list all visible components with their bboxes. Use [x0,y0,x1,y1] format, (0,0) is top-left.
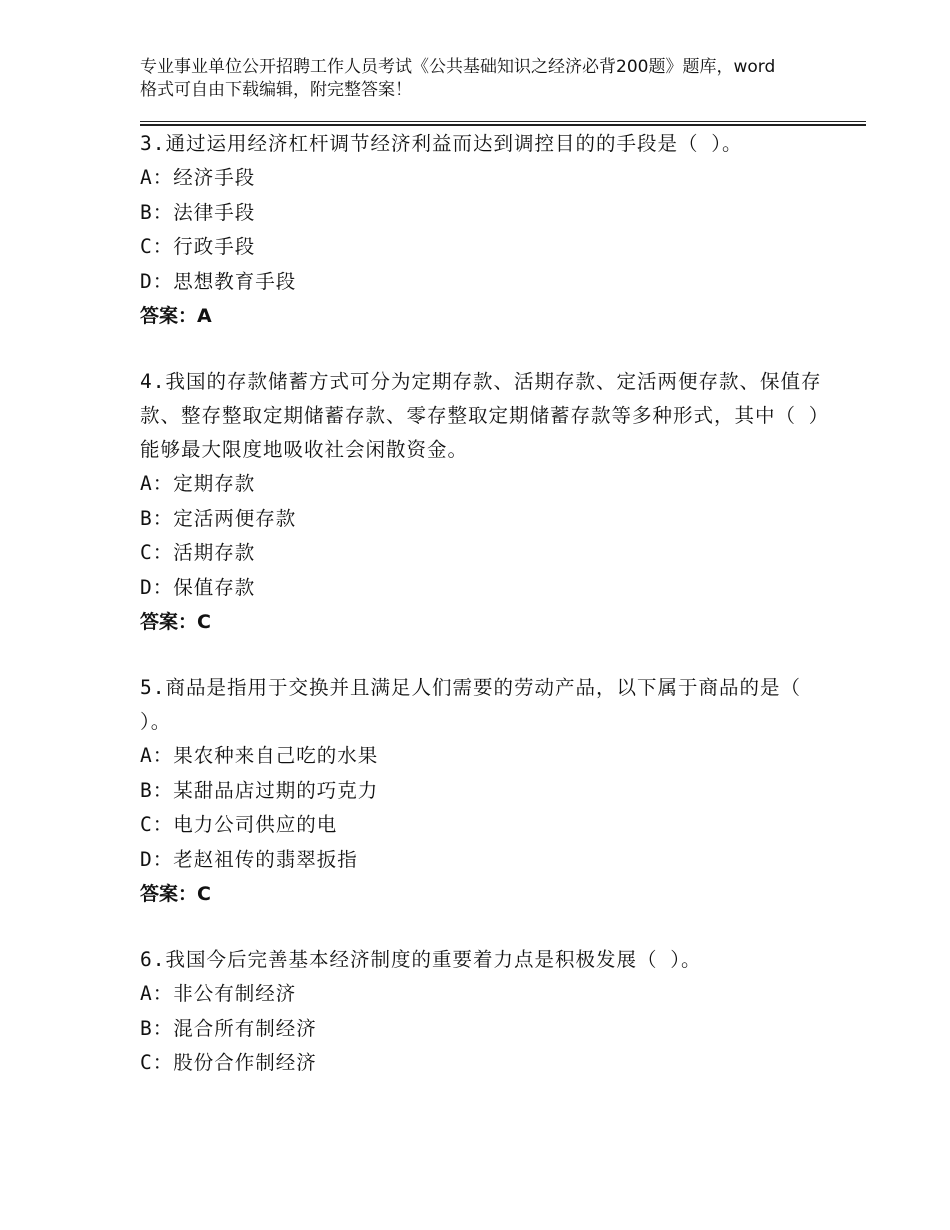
header-divider-thin [140,121,866,122]
option-a: A：非公有制经济 [140,982,297,1005]
option-b: B：定活两便存款 [140,506,297,530]
document-header: 专业事业单位公开招聘工作人员考试《公共基础知识之经济必背200题》题库，word格式可自由下载编辑，附完整答案！ [140,57,776,100]
header-divider-thick [140,124,866,126]
question-stem: 6.我国今后完善基本经济制度的重要着力点是积极发展（ ）。 [140,948,702,971]
option-d: D：保值存款 [140,575,256,599]
option-b: B：混合所有制经济 [140,1016,317,1040]
answer-line: 答案：C [140,883,211,905]
answer-line: 答案：A [140,305,212,327]
option-c: C：行政手段 [140,235,256,258]
option-a: A：果农种来自己吃的水果 [140,744,379,767]
question-stem: 3.通过运用经济杠杆调节经济利益而达到调控目的的手段是（ ）。 [140,132,743,155]
question-5 [140,671,840,911]
question-stem: 4.我国的存款储蓄方式可分为定期存款、活期存款、定活两便存款、保值存款、整存整取定期储蓄存款、零存整取定期储蓄存款等多种形式，其中（ ）能够最大限度地吸收社会闲散资金。 [140,370,830,461]
option-b: B：某甜品店过期的巧克力 [140,778,379,802]
question-list [140,127,840,1113]
option-c: C：活期存款 [140,541,256,564]
question-stem: 5.商品是指用于交换并且满足人们需要的劳动产品，以下属于商品的是（ ）。 [140,676,801,733]
option-c: C：电力公司供应的电 [140,813,338,836]
question-4 [140,365,840,639]
option-b: B：法律手段 [140,200,256,224]
question-3 [140,127,840,333]
answer-line: 答案：C [140,611,211,633]
option-a: A：定期存款 [140,472,256,495]
option-d: D：思想教育手段 [140,269,297,293]
option-a: A：经济手段 [140,166,256,189]
option-c: C：股份合作制经济 [140,1051,317,1074]
option-d: D：老赵祖传的翡翠扳指 [140,847,358,871]
question-6 [140,943,840,1081]
